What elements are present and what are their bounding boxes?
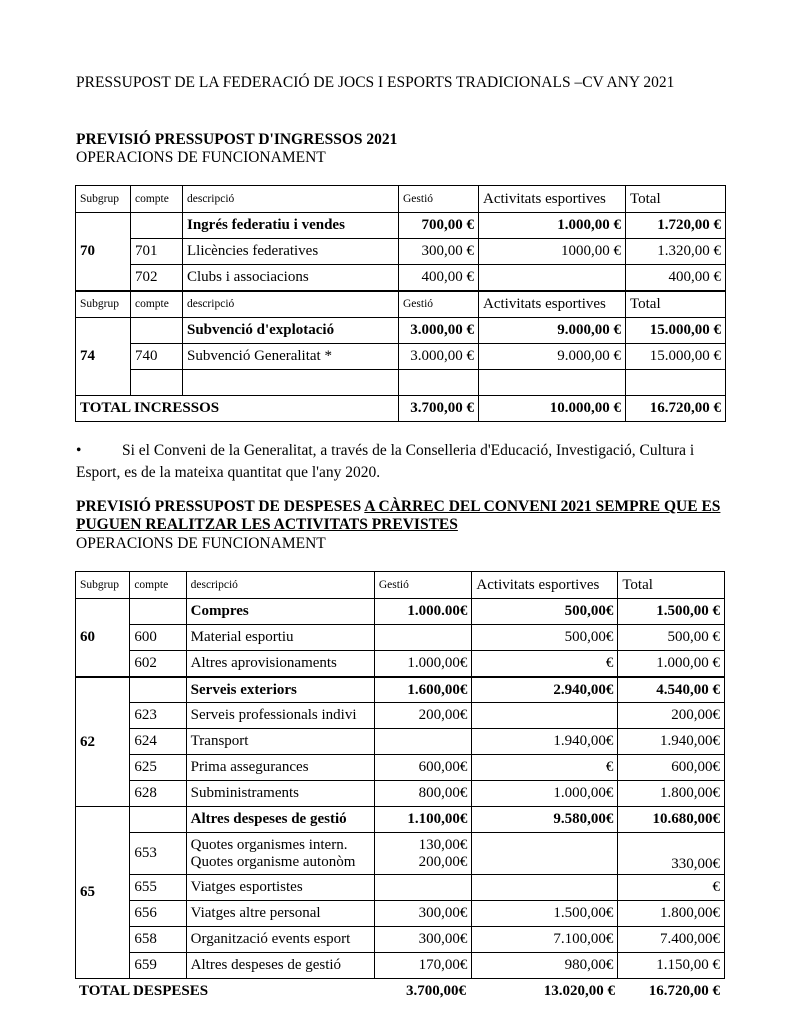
header-activitats: Activitats esportives (472, 572, 618, 599)
table-row (76, 625, 725, 651)
expenses-total-total: 16.720,00 € (648, 983, 720, 999)
gestio-cell (374, 833, 472, 875)
compte-cell: 628 (130, 781, 186, 807)
table-row (76, 265, 726, 291)
expenses-total-activitats: 13.020,00 € (543, 983, 615, 999)
gestio-cell: 600,00€ (374, 755, 472, 781)
activitats-cell (479, 370, 626, 396)
total-cell: 1.800,00€ (618, 781, 725, 807)
compte-cell: 602 (130, 651, 186, 677)
header-total: Total (618, 572, 725, 599)
compte-cell: 701 (131, 239, 183, 265)
compte-cell: 600 (130, 625, 186, 651)
compte-cell (130, 807, 186, 833)
description-cell: Compres (186, 599, 374, 625)
header-gestio: Gestió (399, 186, 479, 213)
description-cell: Altres aprovisionaments (186, 651, 374, 677)
gestio-cell: 3.000,00 € (399, 318, 479, 344)
gestio-line: 130,00€ (418, 837, 468, 853)
gestio-cell: 400,00 € (399, 265, 479, 291)
header-activitats: Activitats esportives (479, 291, 626, 318)
expenses-total-gestio: 3.700,00€ (406, 983, 466, 999)
table-row (76, 807, 725, 833)
table-row (76, 901, 725, 927)
description-cell: Altres despeses de gestió (186, 953, 374, 979)
activitats-cell: € (472, 651, 618, 677)
table-row (76, 781, 725, 807)
compte-cell: 624 (130, 729, 186, 755)
description-cell: Viatges altre personal (186, 901, 374, 927)
gestio-cell: 300,00€ (374, 901, 472, 927)
header-compte: compte (131, 291, 183, 318)
description-cell: Llicències federatives (183, 239, 399, 265)
header-subgrup: Subgrup (76, 186, 131, 213)
activitats-cell: 500,00€ (472, 599, 618, 625)
total-cell: 1.000,00 € (618, 651, 725, 677)
activitats-cell: 9.580,00€ (472, 807, 618, 833)
compte-cell (131, 213, 183, 239)
compte-cell: 653 (130, 833, 186, 875)
table-row (76, 677, 725, 703)
gestio-cell: 170,00€ (374, 953, 472, 979)
activitats-cell: 1.940,00€ (472, 729, 618, 755)
table-row (76, 599, 725, 625)
header-descripcio: descripció (183, 291, 399, 318)
table-row (76, 833, 725, 875)
footnote (76, 440, 726, 484)
description-cell: Subvenció d'explotació (183, 318, 399, 344)
description-cell (186, 833, 374, 875)
total-cell: 1.720,00 € (626, 213, 726, 239)
total-gestio: 3.700,00 € (399, 396, 479, 422)
header-gestio: Gestió (374, 572, 472, 599)
gestio-cell: 300,00€ (374, 927, 472, 953)
expenses-title-condition: A CÀRREC DEL CONVENI 2021 SEMPRE QUE ES PUGUEN REALITZAR LES ACTIVITATS PREVISTES (76, 498, 721, 533)
total-cell: 500,00 € (618, 625, 725, 651)
table-row (76, 318, 726, 344)
total-cell: 1.500,00 € (618, 599, 725, 625)
activitats-cell: 1.000,00€ (472, 781, 618, 807)
total-cell: 15.000,00 € (626, 318, 726, 344)
compte-cell (131, 318, 183, 344)
table-row (76, 344, 726, 370)
gestio-cell: 1.600,00€ (374, 677, 472, 703)
description-cell: Prima assegurances (186, 755, 374, 781)
description-cell (183, 370, 399, 396)
description-cell: Subvenció Generalitat * (183, 344, 399, 370)
expenses-total-label: TOTAL DESPESES (79, 983, 209, 999)
description-cell: Serveis professionals indivi (186, 703, 374, 729)
activitats-cell (472, 875, 618, 901)
expenses-section-title (76, 498, 736, 534)
table-row (76, 370, 726, 396)
compte-cell: 623 (130, 703, 186, 729)
total-cell: 7.400,00€ (618, 927, 725, 953)
table-row (76, 927, 725, 953)
header-activitats: Activitats esportives (479, 186, 626, 213)
total-cell (626, 370, 726, 396)
total-cell: 1.150,00 € (618, 953, 725, 979)
activitats-cell: 980,00€ (472, 953, 618, 979)
income-total-row (76, 396, 726, 422)
subgrup-code: 65 (76, 807, 130, 979)
gestio-cell: 1.100,00€ (374, 807, 472, 833)
total-cell: 1.320,00 € (626, 239, 726, 265)
compte-cell: 740 (131, 344, 183, 370)
description-cell: Viatges esportistes (186, 875, 374, 901)
activitats-cell: 1.000,00 € (479, 213, 626, 239)
activitats-cell: € (472, 755, 618, 781)
header-descripcio: descripció (183, 186, 399, 213)
gestio-line: 200,00€ (418, 853, 468, 870)
total-cell: 1.940,00€ (618, 729, 725, 755)
header-gestio: Gestió (399, 291, 479, 318)
subgrup-code: 74 (76, 318, 131, 396)
description-cell: Ingrés federatiu i vendes (183, 213, 399, 239)
description-cell: Transport (186, 729, 374, 755)
income-table (75, 185, 726, 422)
table-row (76, 213, 726, 239)
total-cell: 15.000,00 € (626, 344, 726, 370)
compte-cell: 655 (130, 875, 186, 901)
gestio-cell (374, 875, 472, 901)
table-row (76, 755, 725, 781)
compte-cell (131, 370, 183, 396)
description-cell: Subministraments (186, 781, 374, 807)
description-line: Quotes organismes intern. (190, 837, 348, 853)
description-cell: Material esportiu (186, 625, 374, 651)
table-row (76, 239, 726, 265)
subgrup-code: 60 (76, 599, 130, 677)
gestio-cell (374, 729, 472, 755)
footnote-text: Si el Conveni de la Generalitat, a través de la Conselleria d'Educació, Investigació, Cultura i Esport, es de la mateixa quantitat que l'any 2020. (76, 442, 695, 481)
total-cell: 200,00€ (618, 703, 725, 729)
total-total: 16.720,00 € (626, 396, 726, 422)
activitats-cell (472, 833, 618, 875)
gestio-cell: 800,00€ (374, 781, 472, 807)
total-cell: 600,00€ (618, 755, 725, 781)
total-cell: € (618, 875, 725, 901)
income-section-subtitle: OPERACIONS DE FUNCIONAMENT (76, 149, 326, 166)
activitats-cell: 2.940,00€ (472, 677, 618, 703)
description-cell: Serveis exteriors (186, 677, 374, 703)
subgrup-code: 62 (76, 677, 130, 807)
total-cell: 10.680,00€ (618, 807, 725, 833)
header-subgrup: Subgrup (76, 291, 131, 318)
document-title: PRESSUPOST DE LA FEDERACIÓ DE JOCS I ESPORTS TRADICIONALS –CV ANY 2021 (76, 74, 675, 91)
income-header-row (76, 291, 726, 318)
subgrup-code: 70 (76, 213, 131, 291)
total-label: TOTAL INCRESSOS (76, 396, 399, 422)
income-section-title: PREVISIÓ PRESSUPOST D'INGRESSOS 2021 (76, 131, 398, 148)
header-descripcio: descripció (186, 572, 374, 599)
gestio-cell: 3.000,00 € (399, 344, 479, 370)
compte-cell: 658 (130, 927, 186, 953)
compte-cell (130, 599, 186, 625)
header-compte: compte (131, 186, 183, 213)
header-compte: compte (130, 572, 186, 599)
compte-cell: 656 (130, 901, 186, 927)
gestio-cell: 1.000.00€ (374, 599, 472, 625)
activitats-cell: 500,00€ (472, 625, 618, 651)
total-cell: 4.540,00 € (618, 677, 725, 703)
header-total: Total (626, 291, 726, 318)
table-row (76, 651, 725, 677)
header-subgrup: Subgrup (76, 572, 130, 599)
gestio-cell (374, 625, 472, 651)
table-row (76, 729, 725, 755)
expenses-section-subtitle: OPERACIONS DE FUNCIONAMENT (76, 535, 326, 552)
gestio-cell: 700,00 € (399, 213, 479, 239)
total-cell: 1.800,00€ (618, 901, 725, 927)
description-cell: Altres despeses de gestió (186, 807, 374, 833)
expenses-table (75, 571, 725, 979)
total-activitats: 10.000,00 € (479, 396, 626, 422)
expenses-header-row (76, 572, 725, 599)
gestio-cell (399, 370, 479, 396)
activitats-cell (479, 265, 626, 291)
bullet-marker: • (76, 442, 82, 459)
gestio-cell: 300,00 € (399, 239, 479, 265)
activitats-cell: 9.000,00 € (479, 318, 626, 344)
description-cell: Organització events esport (186, 927, 374, 953)
compte-cell: 659 (130, 953, 186, 979)
compte-cell (130, 677, 186, 703)
activitats-cell: 7.100,00€ (472, 927, 618, 953)
expenses-title-main: PREVISIÓ PRESSUPOST DE DESPESES (76, 498, 365, 515)
gestio-cell: 200,00€ (374, 703, 472, 729)
gestio-cell: 1.000,00€ (374, 651, 472, 677)
description-line: Quotes organisme autonòm (190, 853, 356, 870)
activitats-cell: 9.000,00 € (479, 344, 626, 370)
activitats-cell (472, 703, 618, 729)
compte-cell: 625 (130, 755, 186, 781)
table-row (76, 703, 725, 729)
table-row (76, 953, 725, 979)
total-cell: 400,00 € (626, 265, 726, 291)
activitats-cell: 1.500,00€ (472, 901, 618, 927)
compte-cell: 702 (131, 265, 183, 291)
description-cell: Clubs i associacions (183, 265, 399, 291)
total-cell: 330,00€ (618, 833, 725, 875)
activitats-cell: 1000,00 € (479, 239, 626, 265)
header-total: Total (626, 186, 726, 213)
income-header-row (76, 186, 726, 213)
table-row (76, 875, 725, 901)
